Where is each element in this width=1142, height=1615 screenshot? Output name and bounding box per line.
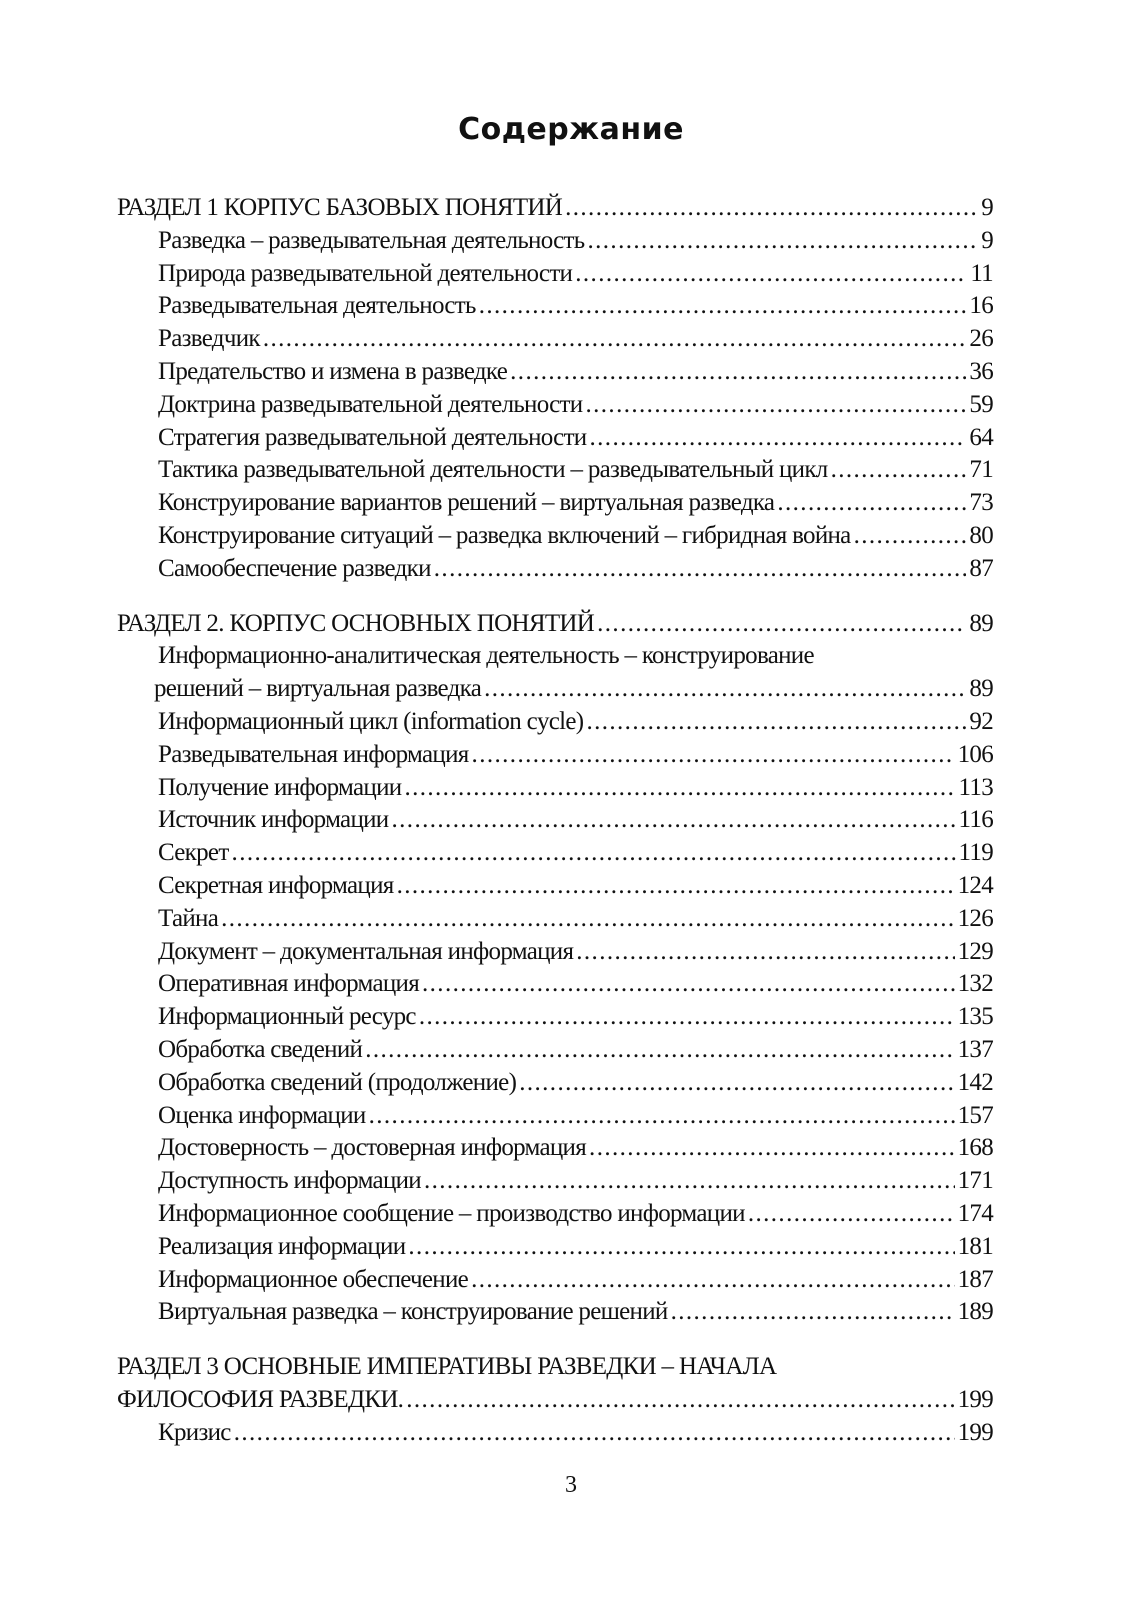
- dot-leader: [777, 487, 966, 520]
- dot-leader: [392, 804, 956, 837]
- toc-entry-title: Оценка информации: [158, 1101, 366, 1129]
- toc-entry-page: 9: [981, 194, 993, 221]
- toc-entry[interactable]: [117, 258, 993, 291]
- toc-entry-page: 26: [969, 325, 993, 353]
- toc-entry-title: Реализация информации: [158, 1232, 406, 1260]
- toc-entry-page: 113: [958, 773, 993, 801]
- dot-leader: [434, 553, 967, 586]
- toc-entry-wrapped-line1[interactable]: [117, 640, 993, 673]
- dot-leader: [221, 903, 954, 936]
- dot-leader: [263, 323, 967, 356]
- dot-leader: [748, 1198, 955, 1231]
- toc-entry-title: Доступность информации: [158, 1167, 421, 1195]
- toc-entry-title: Разведывательная деятельность: [158, 292, 476, 320]
- dot-leader: [369, 1100, 955, 1133]
- dot-leader: [406, 1384, 954, 1417]
- toc-entry-page: 116: [958, 806, 993, 834]
- toc-entry-title: Источник информации: [158, 806, 389, 834]
- toc-entry[interactable]: [117, 1132, 993, 1165]
- toc-section-1: [117, 192, 993, 586]
- toc-entry-page: 119: [958, 839, 993, 867]
- toc-entry[interactable]: [117, 739, 993, 772]
- dot-leader: [232, 837, 956, 870]
- toc-entry-title: Виртуальная разведка – конструирование решений: [158, 1298, 668, 1326]
- toc-entry[interactable]: [117, 837, 993, 870]
- toc-entry-title: Документ – документальная информация: [158, 937, 574, 965]
- toc-entry[interactable]: [117, 1417, 993, 1450]
- toc-entry-title: ФИЛОСОФИЯ РАЗВЕДКИ.: [117, 1385, 404, 1413]
- toc-entry-title: РАЗДЕЛ 2. КОРПУС ОСНОВНЫХ ПОНЯТИЙ: [117, 609, 595, 637]
- toc-entry-wrapped-line2[interactable]: [117, 673, 993, 706]
- toc-entry[interactable]: [117, 487, 993, 520]
- toc-entry-page: 11: [970, 259, 993, 287]
- toc-entry-title: Обработка сведений: [158, 1035, 363, 1063]
- toc-entry-title: Предательство и измена в разведке: [158, 357, 508, 385]
- toc-section-heading-line2[interactable]: [117, 1384, 993, 1417]
- dot-leader: [422, 968, 955, 1001]
- toc-entry-title: Информационный цикл (information cycle): [158, 707, 584, 735]
- toc-entry-title: решений – виртуальная разведка: [154, 675, 482, 703]
- dot-leader: [479, 290, 967, 323]
- dot-leader: [585, 389, 966, 422]
- dot-leader: [472, 739, 955, 772]
- toc-entry-title: Самообеспечение разведки: [158, 554, 431, 582]
- toc-entry-title: Тайна: [158, 904, 219, 932]
- toc-entry[interactable]: [117, 1264, 993, 1297]
- toc-entry[interactable]: [117, 356, 993, 389]
- toc-entry-title: Кризис: [158, 1418, 231, 1446]
- toc-entry-title: Разведка – разведывательная деятельность: [158, 226, 585, 254]
- dot-leader: [365, 1034, 954, 1067]
- toc-entry-title: Секрет: [158, 839, 229, 867]
- toc-entry-title: Информационно-аналитическая деятельность – конструирование: [158, 642, 814, 670]
- dot-leader: [575, 258, 967, 291]
- dot-leader: [565, 192, 978, 225]
- toc-section-heading-line1[interactable]: [117, 1351, 993, 1384]
- toc-entry-title: Стратегия разведывательной деятельности: [158, 423, 587, 451]
- page-title: Содержание: [458, 112, 684, 147]
- toc-entry[interactable]: [117, 772, 993, 805]
- dot-leader: [397, 870, 955, 903]
- dot-leader: [854, 520, 967, 553]
- toc-entry-page: 71: [969, 456, 993, 484]
- page-number: 3: [565, 1472, 577, 1498]
- toc-entry[interactable]: [117, 968, 993, 1001]
- dot-leader: [510, 356, 966, 389]
- dot-leader: [404, 772, 955, 805]
- dot-leader: [484, 673, 966, 706]
- dot-leader: [590, 422, 967, 455]
- toc-entry-title: Информационный ресурс: [158, 1003, 416, 1031]
- toc-entry-page: 64: [969, 423, 993, 451]
- toc-section-heading[interactable]: [117, 608, 993, 641]
- toc-entry-title: Конструирование вариантов решений – виртуальная разведка: [158, 489, 775, 517]
- toc-entry-page: 135: [957, 1003, 993, 1031]
- toc-entry-page: 9: [981, 226, 993, 254]
- dot-leader: [597, 608, 966, 641]
- toc-entry[interactable]: [117, 1034, 993, 1067]
- toc-entry[interactable]: [117, 225, 993, 258]
- toc-entry-page: 89: [969, 675, 993, 703]
- toc-entry[interactable]: [117, 706, 993, 739]
- toc-entry[interactable]: [117, 422, 993, 455]
- toc-entry-title: Разведчик: [158, 325, 260, 353]
- dot-leader: [576, 936, 954, 969]
- toc-entry-title: Обработка сведений (продолжение): [158, 1068, 517, 1096]
- dot-leader: [419, 1001, 955, 1034]
- toc-entry-page: 129: [957, 937, 993, 965]
- dot-leader: [234, 1417, 955, 1450]
- toc-entry[interactable]: [117, 1100, 993, 1133]
- toc-entry[interactable]: [117, 290, 993, 323]
- toc-entry[interactable]: [117, 454, 993, 487]
- dot-leader: [519, 1067, 954, 1100]
- toc-entry-page: 126: [957, 904, 993, 932]
- toc-entry-page: 189: [957, 1298, 993, 1326]
- toc-entry-page: 59: [969, 390, 993, 418]
- dot-leader: [471, 1264, 955, 1297]
- dot-leader: [408, 1231, 954, 1264]
- dot-leader: [587, 225, 978, 258]
- toc-entry-title: Оперативная информация: [158, 970, 419, 998]
- toc-section-3: [117, 1351, 993, 1449]
- toc-entry[interactable]: [117, 903, 993, 936]
- toc-entry-title: Получение информации: [158, 773, 402, 801]
- toc-entry-title: Информационное сообщение – производство информации: [158, 1199, 745, 1227]
- toc-entry[interactable]: [117, 1001, 993, 1034]
- toc-entry-page: 92: [969, 707, 993, 735]
- toc-entry-title: Информационное обеспечение: [158, 1265, 469, 1293]
- toc-entry-page: 199: [957, 1385, 993, 1413]
- table-of-contents: [117, 192, 993, 1449]
- toc-entry-page: 181: [957, 1232, 993, 1260]
- toc-entry-title: Достоверность – достоверная информация: [158, 1134, 587, 1162]
- toc-entry[interactable]: [117, 1198, 993, 1231]
- toc-entry-title: Секретная информация: [158, 871, 394, 899]
- toc-entry[interactable]: [117, 804, 993, 837]
- toc-entry-page: 157: [957, 1101, 993, 1129]
- toc-entry[interactable]: [117, 936, 993, 969]
- toc-entry-page: 168: [957, 1134, 993, 1162]
- toc-entry[interactable]: [117, 553, 993, 586]
- toc-entry-page: 73: [969, 489, 993, 517]
- toc-entry-title: Разведывательная информация: [158, 740, 469, 768]
- toc-entry[interactable]: [117, 1296, 993, 1329]
- toc-entry[interactable]: [117, 389, 993, 422]
- toc-entry[interactable]: [117, 1231, 993, 1264]
- toc-entry-title: РАЗДЕЛ 3 ОСНОВНЫЕ ИМПЕРАТИВЫ РАЗВЕДКИ – НАЧАЛА: [117, 1353, 777, 1381]
- toc-entry-title: Природа разведывательной деятельности: [158, 259, 573, 287]
- dot-leader: [671, 1296, 955, 1329]
- toc-entry-title: Доктрина разведывательной деятельности: [158, 390, 583, 418]
- toc-entry-title: РАЗДЕЛ 1 КОРПУС БАЗОВЫХ ПОНЯТИЙ: [117, 194, 563, 221]
- toc-entry-page: 132: [957, 970, 993, 998]
- toc-entry[interactable]: [117, 520, 993, 553]
- toc-entry-page: 142: [957, 1068, 993, 1096]
- toc-entry-page: 199: [957, 1418, 993, 1446]
- dot-leader: [831, 454, 967, 487]
- toc-entry-page: 187: [957, 1265, 993, 1293]
- dot-leader: [589, 1132, 955, 1165]
- dot-leader: [586, 706, 966, 739]
- toc-entry[interactable]: [117, 1067, 993, 1100]
- toc-entry-page: 36: [969, 357, 993, 385]
- toc-entry-page: 124: [957, 871, 993, 899]
- toc-entry-page: 174: [957, 1199, 993, 1227]
- dot-leader: [424, 1165, 955, 1198]
- toc-entry-page: 137: [957, 1035, 993, 1063]
- toc-entry-page: 80: [969, 521, 993, 549]
- toc-entry-page: 89: [969, 609, 993, 637]
- toc-entry-page: 87: [969, 554, 993, 582]
- toc-entry-title: Конструирование ситуаций – разведка включений – гибридная война: [158, 521, 851, 549]
- toc-entry-title: Тактика разведывательной деятельности – разведывательный цикл: [158, 456, 828, 484]
- toc-section-2: [117, 608, 993, 1330]
- toc-entry[interactable]: [117, 1165, 993, 1198]
- toc-entry-page: 106: [957, 740, 993, 768]
- toc-section-heading[interactable]: [117, 192, 993, 225]
- toc-entry-page: 171: [957, 1167, 993, 1195]
- toc-entry-page: 16: [969, 292, 993, 320]
- toc-entry[interactable]: [117, 323, 993, 356]
- toc-entry[interactable]: [117, 870, 993, 903]
